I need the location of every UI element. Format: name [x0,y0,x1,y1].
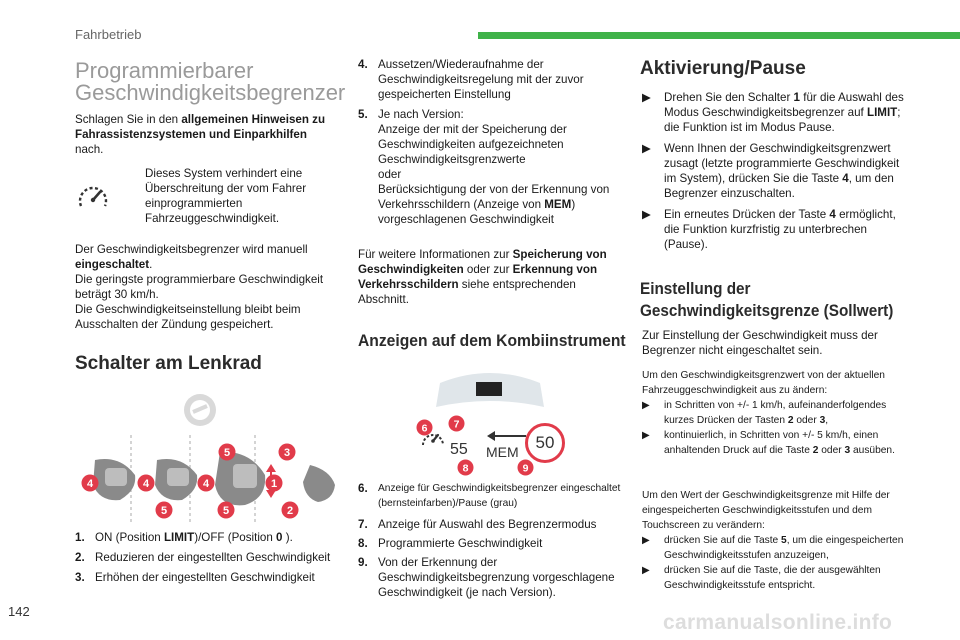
callout-3 [278,443,296,466]
header-accent-bar [478,32,960,39]
speed-limit-sign: 50 [525,423,565,463]
watermark: carmanualsonline.info [663,611,893,634]
callout-1 [265,474,283,497]
svg-text:9: 9 [522,462,529,475]
svg-text:8: 8 [462,462,469,475]
display-legend: 6. Anzeige für Geschwindigkeitsbegrenzer eingeschaltet (bernsteinfarben)/Pause (grau) 7. Anzeige für Auswahl des Begrenzermodus 8. Programmierte Geschwindigkeit 9. Von der Erkennung der Geschwindigkeitsbegrenzung vorgeschlagene Geschwindigkeit (je nach Version). [358,482,621,599]
system-note: Dieses System verhindert eine Überschreitung der vom Fahrer einprogrammierten Fahrzeuggeschwindigkeit. [145,167,307,225]
callout-5-top [218,443,236,466]
svg-text:7: 7 [453,418,460,431]
page-title: Programmierbarer Geschwindigkeitsbegrenzer [75,58,346,105]
svg-text:3: 3 [283,447,291,459]
page-number: 142 [8,604,30,619]
svg-text:4: 4 [142,478,150,490]
setting-steps-current-speed: Um den Geschwindigkeitsgrenzwert von der aktuellen Fahrzeuggeschwindigkeit aus zu ändern: ▶︎ in Schritten von +/- 1 km/h, aufeinanderfolgendes kurzes Drücken der Tasten 2 oder 3, ▶︎ kontinuierlich, in Schritten von +/- 5 km/h, einen anhaltenden Druck auf die Taste 2 oder 3 ausüben. [642,370,895,456]
callout-9 [517,459,534,481]
callout-6 [416,419,433,441]
section-title-display: Anzeigen auf dem Kombiinstrument [358,331,626,350]
programmed-speed: 55 [450,441,468,458]
more-info-paragraph: Für weitere Informationen zur Speicherung von Geschwindigkeiten oder zur Erkennung von Verkehrsschildern siehe entsprechenden Abschnitt. [358,248,607,306]
callout-8 [457,459,474,481]
callout-5b [217,501,235,524]
svg-text:2: 2 [286,505,294,517]
svg-text:5: 5 [160,505,168,517]
callout-4b [137,474,155,497]
callout-4a [81,474,99,497]
callout-5a [155,501,173,524]
section-title-activation: Aktivierung/Pause [640,58,806,79]
speedometer-icon [76,182,110,212]
svg-text:6: 6 [421,422,428,435]
svg-text:5: 5 [222,505,230,517]
steering-switch-figure [75,390,340,525]
activation-steps: ▶︎ Drehen Sie den Schalter 1 für die Auswahl des Modus Geschwindigkeitsbegrenzer auf LIMIT; die Funktion ist im Modus Pause. ▶︎ Wenn Ihnen der Geschwindigkeitsgrenzwert zusagt (letzte programmierte Geschwindigkeit im System), drücken Sie die Taste 4, um den Begrenzer einzuschalten. ▶︎ Ein erneutes Drücken der Taste 4 ermöglicht, die Funktion kurzfristig zu unterbrechen (Pause). [642,91,904,251]
callout-7 [448,415,465,437]
setting-paragraph: Zur Einstellung der Geschwindigkeit muss der Begrenzer nicht eingeschaltet sein. [642,329,878,357]
setting-steps-touchscreen: Um den Wert der Geschwindigkeitsgrenze mit Hilfe der eingespeicherten Geschwindigkeitsstufen und dem Touchscreen zu verändern: ▶︎ drücken Sie auf die Taste 5, um die eingespeicherten Geschwindigkeitsstufen anzuzeigen, ▶︎ drücken Sie auf die Taste, die der ausgewählten Geschwindigkeitsstufe entspricht. [642,490,904,591]
section-title-setting: Einstellung der Geschwindigkeitsgrenze (Sollwert) [640,279,894,320]
svg-text:4: 4 [86,478,94,490]
section-header: Fahrbetrieb [75,27,142,42]
svg-text:4: 4 [202,478,210,490]
mem-label: MEM [486,444,519,460]
legend-continued: 4. Aussetzen/Wiederaufnahme der Geschwindigkeitsregelung mit der zuvor gespeicherten Einstellung 5. Je nach Version: Anzeige der mit der Speicherung der Geschwindigkeiten aufgezeichneten Geschwindigkeitsgrenzwerte oder Berücksichtigung der von der Erkennung von Verkehrsschildern (Anzeige von MEM) vorgeschlagenen Geschwindigkeit [358,58,610,226]
svg-text:5: 5 [223,447,231,459]
callout-2 [281,501,299,524]
intro-paragraph: Schlagen Sie in den allgemeinen Hinweisen zu Fahrassistenzsystemen und Einparkhilfen nach. [75,113,326,156]
manual-activation-paragraph: Der Geschwindigkeitsbegrenzer wird manuell eingeschaltet. Die geringste programmierbare Geschwindigkeit beträgt 30 km/h. Die Geschwindigkeitseinstellung bleibt beim Ausschalten der Zündung gespeichert. [75,243,324,331]
switch-legend: 1. ON (Position LIMIT)/OFF (Position 0 ). 2. Reduzieren der eingestellten Geschwindigkeit 3. Erhöhen der eingestellten Geschwindigkeit [75,531,331,584]
callout-4c [197,474,215,497]
svg-text:1: 1 [270,478,278,490]
section-title-switches: Schalter am Lenkrad [75,353,262,374]
arrow-left-icon [487,430,527,442]
